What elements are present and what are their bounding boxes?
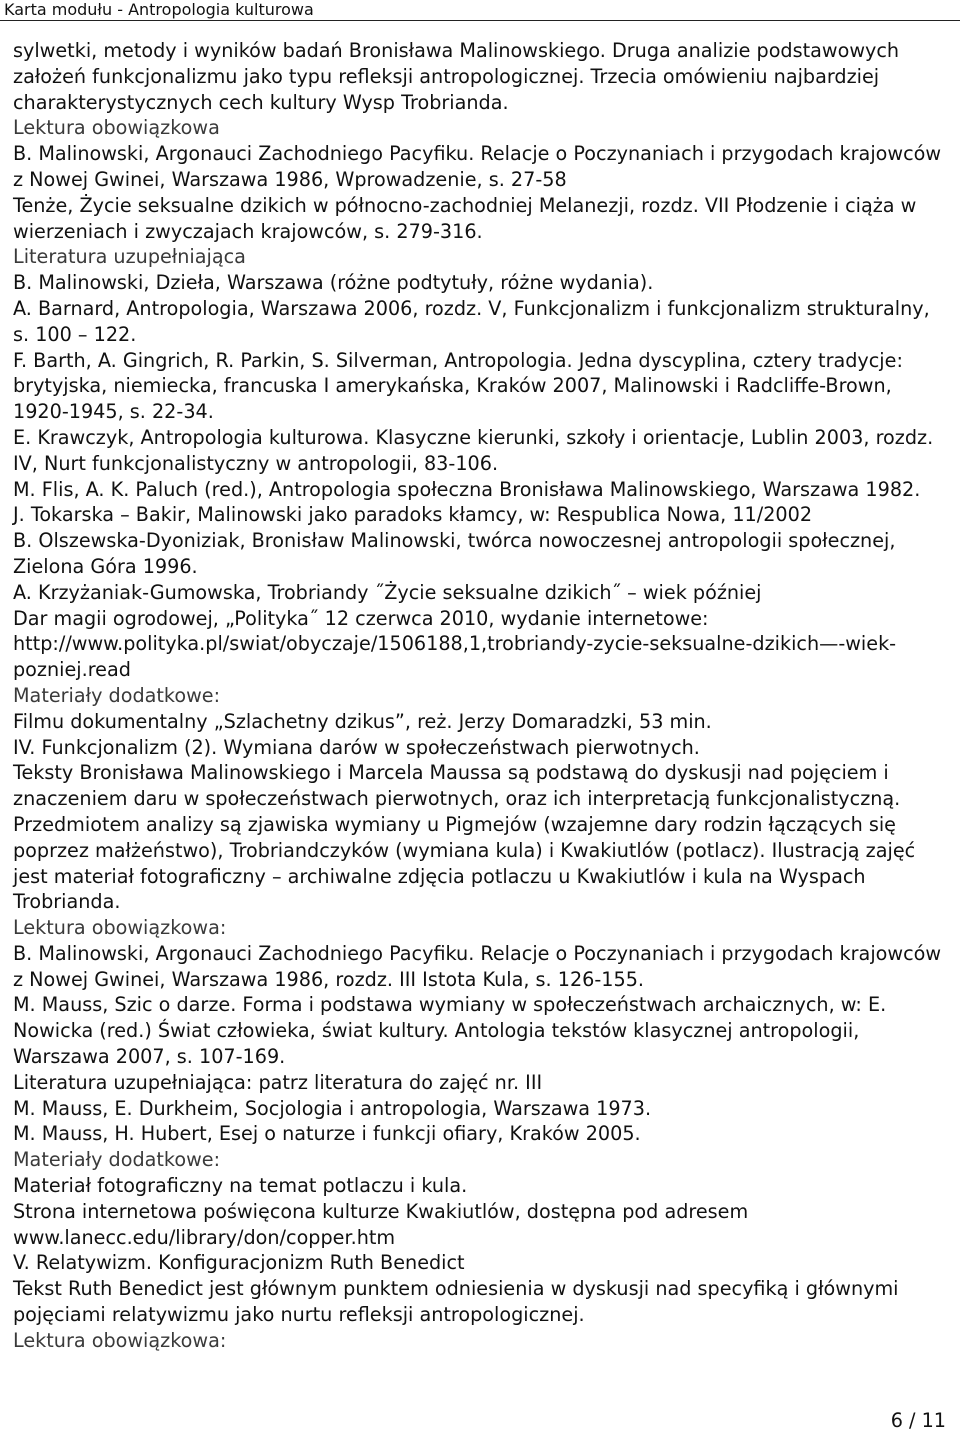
reference-entry: B. Olszewska-Dyoniziak, Bronisław Malinowski, twórca nowoczesnej antropologii społecznej, Zielona Góra 1996.: [13, 529, 896, 578]
reference-entry: M. Mauss, Szic o darze. Forma i podstawa wymiany w społeczeństwach archaicznych, w: E. Nowicka (red.) Świat człowieka, świat kultury. Antologia tekstów klasycznej antropologii, Warszawa 2007, s. 107-169.: [13, 993, 887, 1069]
header-divider: [0, 20, 960, 21]
section-heading: Materiały dodatkowe:: [13, 1148, 221, 1172]
section-heading: Lektura obowiązkowa:: [13, 1328, 227, 1352]
reference-entry: Materiał fotograficzny na temat potlaczu i kula.: [13, 1174, 468, 1198]
topic-title: IV. Funkcjonalizm (2). Wymiana darów w społeczeństwach pierwotnych.: [13, 735, 700, 759]
reference-entry: B. Malinowski, Dzieła, Warszawa (różne podtytuły, różne wydania).: [13, 271, 654, 295]
reference-entry: M. Flis, A. K. Paluch (red.), Antropologia społeczna Bronisława Malinowskiego, Warszawa 1982.: [13, 477, 921, 501]
reference-entry: M. Mauss, H. Hubert, Esej o naturze i funkcji ofiary, Kraków 2005.: [13, 1122, 641, 1146]
reference-entry: B. Malinowski, Argonauci Zachodniego Pacyfiku. Relacje o Poczynaniach i przygodach krajowców z Nowej Gwinei, Warszawa 1986, Wprowadzenie, s. 27-58: [13, 142, 942, 191]
body-paragraph: sylwetki, metody i wyników badań Bronisława Malinowskiego. Druga analizie podstawowych założeń funkcjonalizmu jako typu refleksji antropologicznej. Trzecia omówieniu najbardziej charakterystycznych cech kultury Wysp Trobrianda.: [13, 39, 900, 114]
page-header: [0, 0, 960, 22]
reference-entry: F. Barth, A. Gingrich, R. Parkin, S. Silverman, Antropologia. Jedna dyscyplina, cztery tradycje: brytyjska, niemiecka, francuska I amerykańska, Kraków 2007, Malinowski i Radcliffe-Brown, 1920-1945, s. 22-34.: [13, 348, 903, 424]
body-paragraph: Tekst Ruth Benedict jest głównym punktem odniesienia w dyskusji nad specyfiką i głównymi pojęciami relatywizmu jako nurtu refleksji antropologicznej.: [13, 1277, 899, 1327]
reference-entry: E. Krawczyk, Antropologia kulturowa. Klasyczne kierunki, szkoły i orientacje, Lublin 2003, rozdz. IV, Nurt funkcjonalistyczny w antropologii, 83-106.: [13, 425, 934, 475]
reference-entry: Dar magii ogrodowej, „Polityka˝ 12 czerwca 2010, wydanie internetowe: http://www.polityka.pl/swiat/obyczaje/1506188,1,trobriandy-zycie-seksualne-dzikich—-wiek-pozniej.read: [13, 606, 897, 682]
reference-entry: B. Malinowski, Argonauci Zachodniego Pacyfiku. Relacje o Poczynaniach i przygodach krajowców z Nowej Gwinei, Warszawa 1986, rozdz. III Istota Kula, s. 126-155.: [13, 941, 942, 991]
reference-entry: M. Mauss, E. Durkheim, Socjologia i antropologia, Warszawa 1973.: [13, 1096, 652, 1120]
section-heading: Lektura obowiązkowa: [13, 116, 220, 140]
reference-entry: A. Barnard, Antropologia, Warszawa 2006, rozdz. V, Funkcjonalizm i funkcjonalizm strukturalny, s. 100 – 122.: [13, 296, 930, 346]
section-heading: Literatura uzupełniająca: [13, 245, 246, 269]
topic-title: V. Relatywizm. Konfiguracjonizm Ruth Benedict: [13, 1251, 465, 1275]
page-number: 6 / 11: [890, 1409, 946, 1432]
reference-entry: Strona internetowa poświęcona kulturze Kwakiutlów, dostępna pod adresem www.lanecc.edu/library/don/copper.htm: [13, 1199, 749, 1249]
body-paragraph: Teksty Bronisława Malinowskiego i Marcela Maussa są podstawą do dyskusji nad pojęciem i znaczeniem daru w społeczeństwach pierwotnych, oraz ich interpretacją funkcjonalistyczną. Przedmiotem analizy są zjawiska wymiany u Pigmejów (wzajemne dary rodzin łączących się poprzez małżeństwo), Trobriandczyków (wymiana kula) i Kwakiutlów (potlacz). Ilustracją zajęć jest materiał fotograficzny – archiwalne zdjęcia potlaczu u Kwakiutlów i kula na Wyspach Trobrianda.: [13, 761, 916, 914]
reference-entry: Filmu dokumentalny „Szlachetny dzikus”, reż. Jerzy Domaradzki, 53 min.: [13, 709, 712, 733]
section-heading: Materiały dodatkowe:: [13, 683, 221, 707]
document-title: Karta modułu - Antropologia kulturowa: [4, 0, 314, 19]
reference-entry: Tenże, Życie seksualne dzikich w północno-zachodniej Melanezji, rozdz. VII Płodzenie i ciąża w wierzeniach i zwyczajach krajowców, s. 279-316.: [13, 193, 917, 243]
reference-entry: Literatura uzupełniająca: patrz literatura do zajęć nr. III: [13, 1070, 543, 1094]
section-heading: Lektura obowiązkowa:: [13, 916, 227, 940]
document-body: [13, 38, 948, 1354]
reference-entry: A. Krzyżaniak-Gumowska, Trobriandy ˝Życie seksualne dzikich˝ – wiek później: [13, 580, 762, 604]
reference-entry: J. Tokarska – Bakir, Malinowski jako paradoks kłamcy, w: Respublica Nowa, 11/2002: [13, 503, 813, 527]
